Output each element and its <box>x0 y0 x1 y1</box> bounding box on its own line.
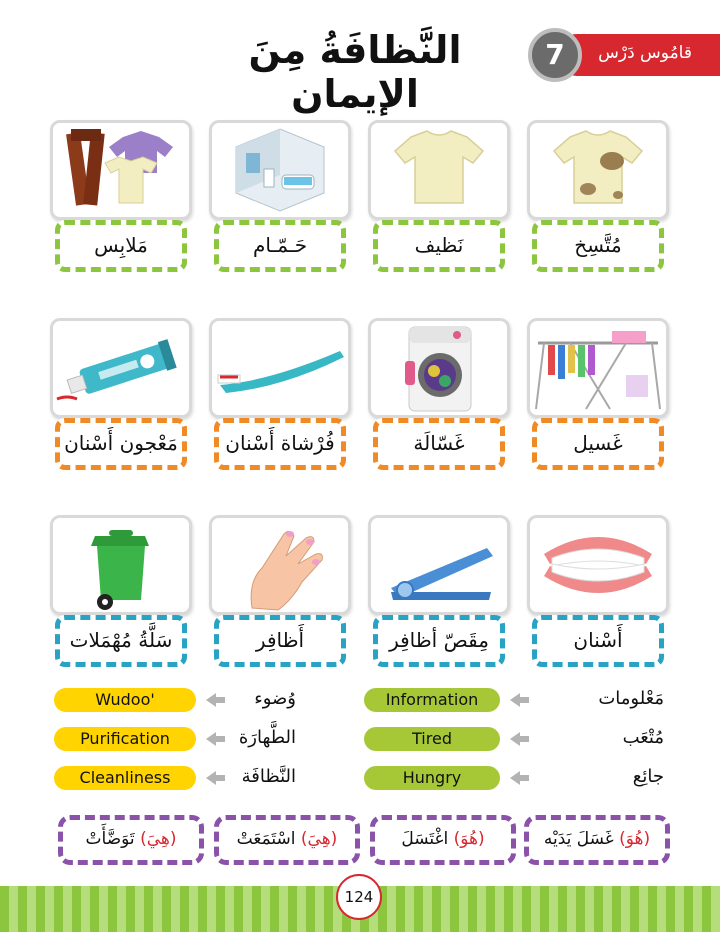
lesson-number-badge: 7 <box>528 28 582 82</box>
vocab-row-1 <box>50 120 670 280</box>
card-nails <box>209 515 351 652</box>
card-clothes <box>50 120 192 257</box>
label-toothbrush: فُرْشاة أَسْنان <box>214 418 346 470</box>
vocab-en: Cleanliness <box>54 766 196 790</box>
vocab-ar: النَّظافَة <box>241 766 296 787</box>
verb-text: اسْتَمَعَتْ <box>236 829 296 849</box>
vocab-pair-hungry <box>364 766 664 792</box>
bathroom-icon <box>209 120 351 220</box>
label-bathroom: حَـمّـام <box>214 220 346 272</box>
label-trash-bin: سَلَّةُ مُهْمَلات <box>55 615 187 667</box>
page-number: 124 <box>336 874 382 920</box>
toothpaste-icon <box>50 318 192 418</box>
label-teeth: أَسْنان <box>532 615 664 667</box>
label-nail-clipper: مِقَصّ أظافِر <box>373 615 505 667</box>
card-clean <box>368 120 510 257</box>
vocab-en: Hungry <box>364 766 500 790</box>
verb-box-washed-hands <box>524 815 670 865</box>
toothbrush-icon <box>209 318 351 418</box>
verb-text: اغْتَسَلَ <box>401 829 449 849</box>
card-laundry <box>527 318 669 455</box>
verb-pronoun: (هُوَ) <box>619 829 651 849</box>
hand-nails-icon <box>209 515 351 615</box>
vocab-ar: الطَّهارَة <box>238 727 296 748</box>
label-nails: أَظافِر <box>214 615 346 667</box>
verb-box-performed-wudoo <box>58 815 204 865</box>
label-toothpaste: مَعْجون أَسْنان <box>55 418 187 470</box>
vocab-ar: مَعْلومات <box>598 688 664 709</box>
washing-machine-icon <box>368 318 510 418</box>
laundry-rack-icon <box>527 318 669 418</box>
lesson-label: قامُوس دَرْس <box>598 43 692 63</box>
verb-pronoun: (هِيَ) <box>300 829 338 849</box>
vocab-pair-cleanliness <box>54 766 344 792</box>
verb-text: غَسَلَ يَدَيْه <box>543 829 614 849</box>
arrow-left-icon <box>508 731 530 747</box>
card-washing-machine <box>368 318 510 455</box>
vocab-pair-information <box>364 688 664 714</box>
vocab-pair-tired <box>364 727 664 753</box>
verb-pronoun: (هُوَ) <box>453 829 485 849</box>
header <box>0 22 720 116</box>
verb-pronoun: (هِيَ) <box>140 829 177 849</box>
card-dirty <box>527 120 669 257</box>
card-teeth <box>527 515 669 652</box>
label-clothes: مَلابِس <box>55 220 187 272</box>
verb-box-bathed <box>370 815 516 865</box>
vocab-pair-purification <box>54 727 344 753</box>
page-title: النَّظافَةُ مِنَ الإيمان <box>248 28 462 116</box>
label-washing-machine: غَسّالَة <box>373 418 505 470</box>
card-bathroom <box>209 120 351 257</box>
nail-clipper-icon <box>368 515 510 615</box>
card-toothpaste <box>50 318 192 455</box>
vocab-en: Information <box>364 688 500 712</box>
clothes-icon <box>50 120 192 220</box>
vocab-en: Purification <box>54 727 196 751</box>
label-clean: نَظيف <box>373 220 505 272</box>
trash-bin-icon <box>50 515 192 615</box>
vocab-row-2 <box>50 318 670 478</box>
card-trash-bin <box>50 515 192 652</box>
vocab-row-3 <box>50 515 670 675</box>
vocab-ar: جائِع <box>632 766 664 787</box>
vocab-en: Tired <box>364 727 500 751</box>
vocab-en: Wudoo' <box>54 688 196 712</box>
card-nail-clipper <box>368 515 510 652</box>
clean-shirt-icon <box>368 120 510 220</box>
dirty-shirt-icon <box>527 120 669 220</box>
label-dirty: مُتَّسِخ <box>532 220 664 272</box>
verb-text: تَوَضَّأَتْ <box>85 829 135 849</box>
verb-box-listened <box>214 815 360 865</box>
vocab-pair-wudoo <box>54 688 344 714</box>
vocab-ar: مُتْعَب <box>622 727 664 748</box>
verb-row <box>58 815 668 867</box>
vocab-ar: وُضوء <box>254 688 296 709</box>
card-toothbrush <box>209 318 351 455</box>
teeth-icon <box>527 515 669 615</box>
arrow-left-icon <box>508 692 530 708</box>
arrow-left-icon <box>508 770 530 786</box>
label-laundry: غَسيل <box>532 418 664 470</box>
